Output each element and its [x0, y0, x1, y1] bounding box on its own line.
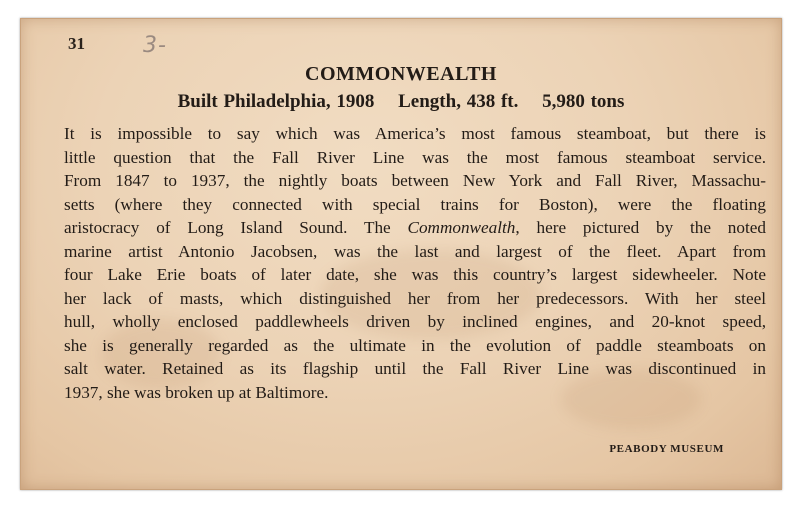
text-line: little question that the Fall River Line was the most famous steamboat service.	[64, 147, 766, 167]
ship-name-italic: Commonwealth	[407, 218, 516, 237]
built-info: Built Philadelphia, 1908	[177, 91, 375, 112]
card-number: 31	[68, 34, 85, 53]
postcard	[20, 18, 782, 490]
text-line: 1937, she was broken up at Baltimore.	[64, 382, 329, 402]
text-segment: aristocracy of Long Island Sound. The	[64, 218, 408, 237]
text-line: salt water. Retained as its flagship until the Fall River Line was discontinued in	[64, 359, 766, 378]
card-title: COMMONWEALTH	[305, 63, 497, 85]
length-info: Length, 438 ft.	[398, 91, 519, 112]
text-line: From 1847 to 1937, the nightly boats between New York and Fall River, Massachu-	[64, 171, 766, 190]
text-line: It is impossible to say which was America’s most famous steamboat, but there is	[64, 124, 766, 143]
text-line: hull, wholly enclosed paddlewheels driven by inclined engines, and 20-knot speed,	[64, 312, 766, 331]
pencil-mark: 3-	[143, 33, 167, 58]
text-line: she is generally regarded as the ultimate in the evolution of paddle steamboats on	[64, 335, 766, 355]
text-line: setts (where they connected with special trains for Boston), were the floating	[64, 194, 766, 214]
text-line	[64, 216, 766, 240]
text-line: her lack of masts, which distinguished her from her predecessors. With her steel	[64, 288, 766, 308]
tonnage-info: 5,980 tons	[542, 91, 625, 112]
publisher-credit: PEABODY MUSEUM	[609, 443, 724, 455]
text-line: four Lake Erie boats of later date, she was this country’s largest sidewheeler. Note	[64, 265, 766, 284]
description-text	[64, 122, 766, 404]
text-segment: , here pictured by the noted	[515, 218, 766, 237]
card-subtitle	[21, 91, 781, 113]
text-line: marine artist Antonio Jacobsen, was the last and largest of the fleet. Apart from	[64, 241, 766, 261]
